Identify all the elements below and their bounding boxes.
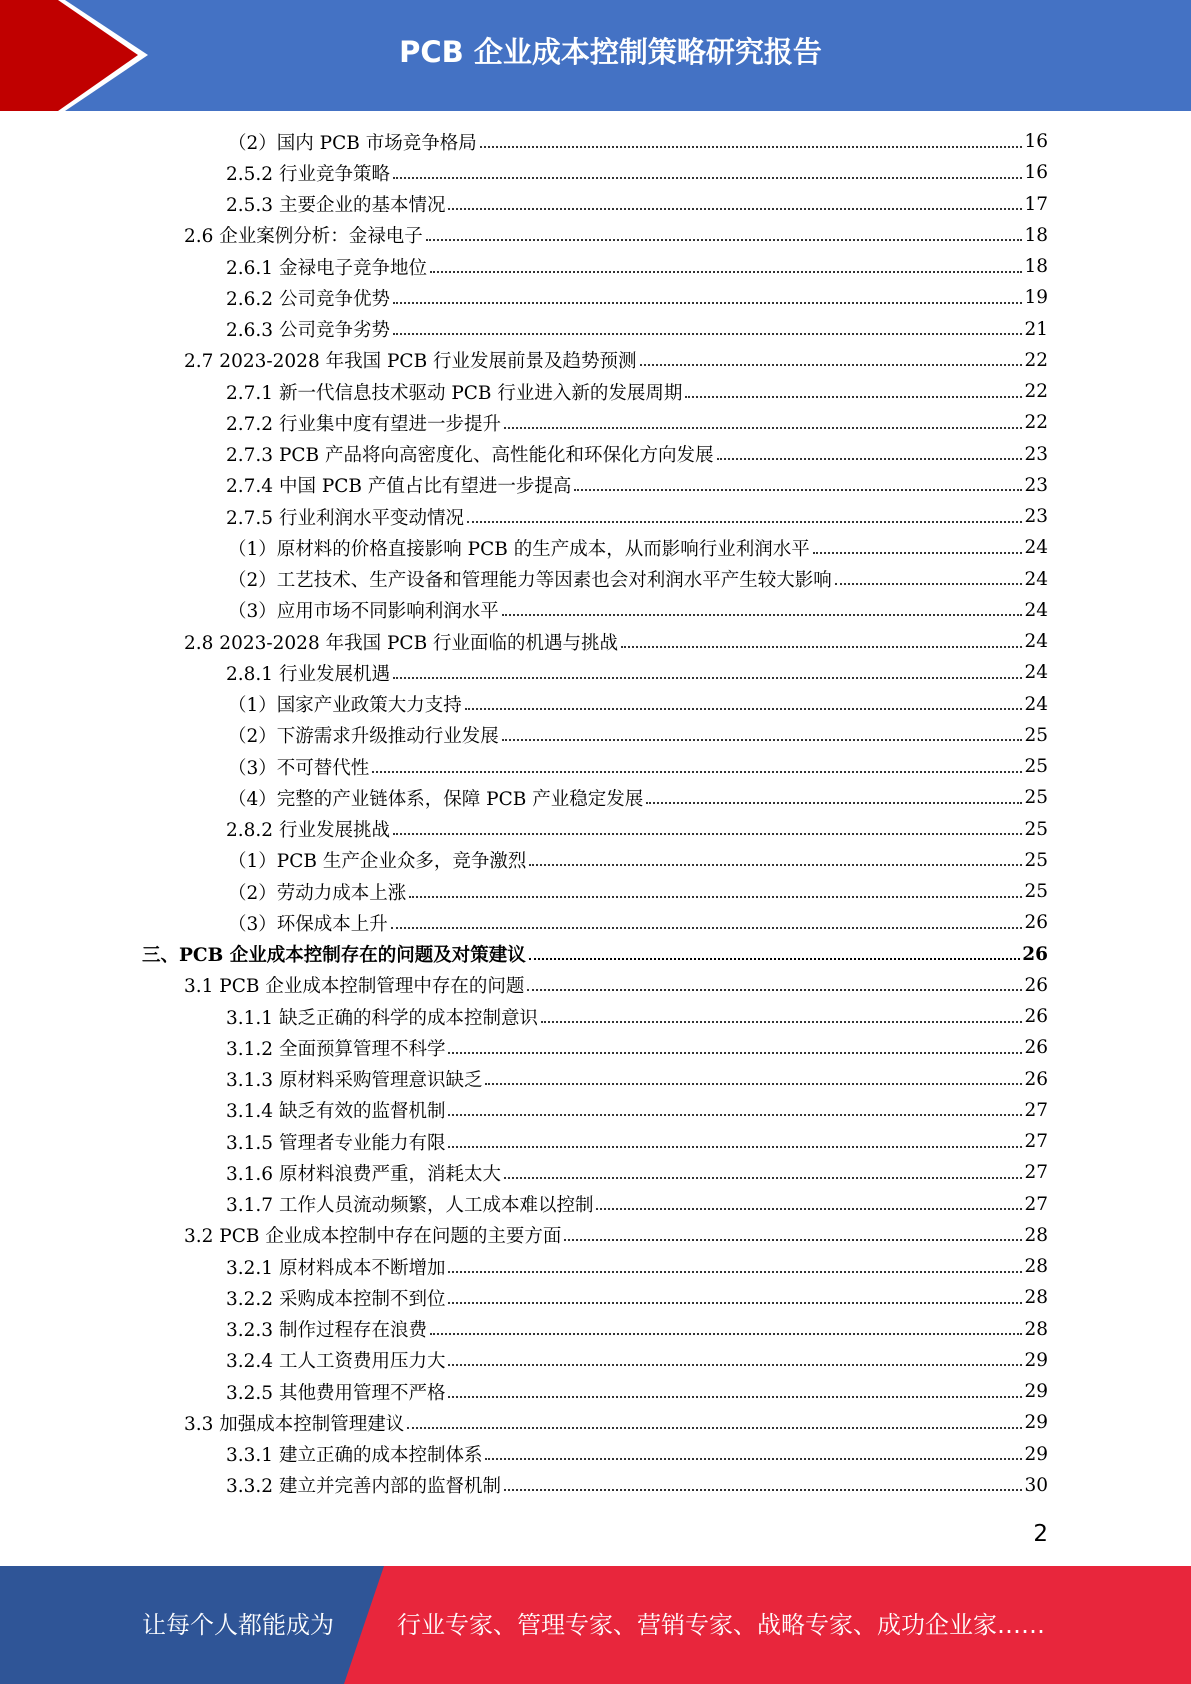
toc-entry-page: 26 [1024,1037,1048,1059]
toc-entry-page: 25 [1024,818,1048,840]
toc-entry[interactable] [0,595,1191,626]
toc-dot-leader [409,896,1022,898]
toc-dot-leader [393,302,1022,304]
toc-entry[interactable] [0,345,1191,376]
toc-dot-leader [529,958,1021,960]
toc-dot-leader [574,489,1022,491]
toc-entry[interactable] [0,1282,1191,1313]
toc-dot-leader [430,271,1022,273]
toc-entry-page: 16 [1024,162,1048,184]
toc-entry[interactable] [0,314,1191,345]
toc-entry-page: 24 [1024,662,1048,684]
footer-slogan-left: 让每个人都能成为 [142,1611,334,1639]
toc-entry[interactable] [0,939,1191,970]
toc-entry[interactable] [0,282,1191,313]
toc-entry-title: 3.2.4 工人工资费用压力大 [226,1351,446,1373]
toc-entry-title: （4）完整的产业链体系，保障 PCB 产业稳定发展 [228,788,644,810]
toc-entry-page: 29 [1024,1381,1048,1403]
toc-entry[interactable] [0,1439,1191,1470]
table-of-contents [0,126,1191,1501]
toc-entry-title: 3.3.1 建立正确的成本控制体系 [226,1445,483,1467]
toc-entry-title: 3.1.1 缺乏正确的科学的成本控制意识 [226,1007,538,1029]
toc-entry[interactable] [0,876,1191,907]
toc-dot-leader [835,583,1023,585]
toc-dot-leader [407,1427,1022,1429]
toc-dot-leader [448,208,1022,210]
toc-entry-page: 24 [1024,693,1048,715]
toc-dot-leader [640,364,1023,366]
toc-dot-leader [813,552,1023,554]
toc-dot-leader [393,333,1022,335]
toc-entry[interactable] [0,1220,1191,1251]
toc-entry[interactable] [0,782,1191,813]
toc-dot-leader [448,1052,1022,1054]
toc-entry[interactable] [0,720,1191,751]
toc-entry-title: 3.3 加强成本控制管理建议 [184,1413,405,1435]
toc-dot-leader [621,646,1022,648]
toc-dot-leader [448,1302,1022,1304]
toc-entry-title: 3.3.2 建立并完善内部的监督机制 [226,1476,501,1498]
toc-entry-page: 21 [1024,318,1048,340]
toc-entry[interactable] [0,407,1191,438]
toc-entry-page: 28 [1024,1256,1048,1278]
toc-entry[interactable] [0,1314,1191,1345]
toc-entry-page: 22 [1024,412,1048,434]
toc-entry-title: （1）原材料的价格直接影响 PCB 的生产成本，从而影响行业利润水平 [228,538,810,560]
toc-entry-title: 2.6.3 公司竞争劣势 [226,320,390,342]
toc-dot-leader [504,1177,1022,1179]
toc-entry[interactable] [0,376,1191,407]
toc-entry[interactable] [0,657,1191,688]
toc-entry[interactable] [0,907,1191,938]
toc-entry[interactable] [0,126,1191,157]
toc-entry-title: 2.7.4 中国 PCB 产值占比有望进一步提高 [226,476,572,498]
toc-entry-title: 2.8 2023-2028 年我国 PCB 行业面临的机遇与挑战 [184,632,619,654]
toc-entry-title: （1）国家产业政策大力支持 [228,695,462,717]
toc-entry-title: （3）环保成本上升 [228,913,388,935]
toc-dot-leader [448,1146,1022,1148]
toc-entry[interactable] [0,220,1191,251]
toc-dot-leader [448,1364,1022,1366]
toc-dot-leader [529,864,1022,866]
toc-entry[interactable] [0,970,1191,1001]
toc-entry[interactable] [0,814,1191,845]
toc-dot-leader [391,927,1023,929]
toc-entry-page: 18 [1024,224,1048,246]
toc-dot-leader [541,1021,1022,1023]
toc-entry-title: 3.1.7 工作人员流动频繁，人工成本难以控制 [226,1195,594,1217]
toc-entry-page: 29 [1024,1412,1048,1434]
toc-entry-page: 25 [1024,787,1048,809]
toc-entry-title: 3.2.1 原材料成本不断增加 [226,1257,446,1279]
toc-dot-leader [504,1489,1022,1491]
toc-entry-title: （1）PCB 生产企业众多，竞争激烈 [228,851,527,873]
toc-entry-title: 2.8.2 行业发展挑战 [226,820,390,842]
toc-dot-leader [448,1271,1022,1273]
toc-dot-leader [527,989,1022,991]
toc-entry[interactable] [0,689,1191,720]
toc-entry-page: 30 [1024,1474,1048,1496]
toc-dot-leader [372,771,1022,773]
toc-entry-title: 3.2.3 制作过程存在浪费 [226,1320,427,1342]
toc-dot-leader [717,458,1023,460]
toc-entry-page: 22 [1024,349,1048,371]
toc-entry-title: 2.8.1 行业发展机遇 [226,663,390,685]
toc-entry-page: 25 [1024,724,1048,746]
document-title: PCB 企业成本控制策略研究报告 [399,35,822,69]
toc-dot-leader [502,614,1023,616]
toc-entry[interactable] [0,157,1191,188]
toc-entry[interactable] [0,1251,1191,1282]
page-number: 2 [1033,1521,1048,1547]
toc-dot-leader [393,177,1022,179]
toc-entry-title: 2.6 企业案例分析：金禄电子 [184,226,423,248]
toc-entry-page: 27 [1024,1162,1048,1184]
toc-entry[interactable] [0,1345,1191,1376]
toc-entry-page: 23 [1024,506,1048,528]
toc-dot-leader [564,1239,1022,1241]
toc-dot-leader [646,802,1022,804]
toc-dot-leader [504,427,1022,429]
toc-entry-page: 23 [1024,474,1048,496]
toc-entry-page: 26 [1024,1006,1048,1028]
toc-entry[interactable] [0,470,1191,501]
toc-entry[interactable] [0,1157,1191,1188]
toc-entry-page: 26 [1024,1068,1048,1090]
toc-entry-title: 2.7.2 行业集中度有望进一步提升 [226,413,501,435]
toc-entry-page: 18 [1024,256,1048,278]
toc-entry-page: 26 [1024,974,1048,996]
toc-entry-page: 28 [1024,1287,1048,1309]
toc-entry-page: 24 [1024,631,1048,653]
toc-dot-leader [685,396,1022,398]
toc-entry-page: 26 [1022,943,1048,965]
toc-entry-title: （2）工艺技术、生产设备和管理能力等因素也会对利润水平产生较大影响 [228,570,832,592]
toc-entry[interactable] [0,1126,1191,1157]
toc-entry-title: 2.6.1 金禄电子竞争地位 [226,257,427,279]
toc-entry[interactable] [0,845,1191,876]
toc-dot-leader [485,1458,1022,1460]
toc-entry-page: 22 [1024,381,1048,403]
toc-entry-title: （2）下游需求升级推动行业发展 [228,726,499,748]
page-header [0,0,1191,111]
toc-entry-page: 24 [1024,568,1048,590]
toc-entry[interactable] [0,189,1191,220]
toc-entry[interactable] [0,1376,1191,1407]
toc-entry-title: 3.1.2 全面预算管理不科学 [226,1038,446,1060]
toc-entry[interactable] [0,564,1191,595]
toc-entry-title: 3.1.5 管理者专业能力有限 [226,1132,446,1154]
toc-entry-page: 16 [1024,131,1048,153]
toc-dot-leader [465,708,1023,710]
toc-entry-page: 24 [1024,537,1048,559]
toc-dot-leader [426,239,1023,241]
toc-dot-leader [485,1083,1022,1085]
toc-dot-leader [467,521,1022,523]
toc-entry-page: 23 [1024,443,1048,465]
toc-entry[interactable] [0,751,1191,782]
toc-entry-title: 三、PCB 企业成本控制存在的问题及对策建议 [142,945,526,967]
toc-entry-title: 3.1.4 缺乏有效的监督机制 [226,1101,446,1123]
toc-entry-title: 2.5.3 主要企业的基本情况 [226,195,446,217]
toc-entry-title: 2.5.2 行业竞争策略 [226,163,390,185]
toc-entry-title: 3.2.2 采购成本控制不到位 [226,1288,446,1310]
toc-entry-title: 3.1 PCB 企业成本控制管理中存在的问题 [184,976,525,998]
toc-entry[interactable] [0,1064,1191,1095]
toc-entry-page: 27 [1024,1099,1048,1121]
toc-entry[interactable] [0,1095,1191,1126]
toc-entry-title: 2.6.2 公司竞争优势 [226,288,390,310]
toc-entry[interactable] [0,1032,1191,1063]
toc-entry-title: 2.7.5 行业利润水平变动情况 [226,507,464,529]
toc-entry-page: 29 [1024,1443,1048,1465]
toc-entry-page: 19 [1024,287,1048,309]
toc-entry[interactable] [0,532,1191,563]
toc-entry-page: 17 [1024,193,1048,215]
toc-entry-title: （2）国内 PCB 市场竞争格局 [228,132,477,154]
toc-entry-title: 2.7 2023-2028 年我国 PCB 行业发展前景及趋势预测 [184,351,637,373]
footer-slogan-right: 行业专家、管理专家、营销专家、战略专家、成功企业家…… [397,1611,1045,1639]
toc-entry[interactable] [0,501,1191,532]
toc-entry[interactable] [0,251,1191,282]
toc-entry[interactable] [0,1189,1191,1220]
toc-dot-leader [448,1114,1022,1116]
toc-entry-title: 3.2.5 其他费用管理不严格 [226,1382,446,1404]
toc-entry-title: （3）不可替代性 [228,757,370,779]
toc-entry-title: 3.2 PCB 企业成本控制中存在问题的主要方面 [184,1226,562,1248]
toc-entry-title: （3）应用市场不同影响利润水平 [228,601,499,623]
toc-entry-page: 28 [1024,1224,1048,1246]
toc-entry-page: 28 [1024,1318,1048,1340]
toc-entry-title: （2）劳动力成本上涨 [228,882,407,904]
toc-dot-leader [393,677,1022,679]
toc-entry[interactable] [0,1407,1191,1438]
toc-entry[interactable] [0,626,1191,657]
toc-dot-leader [502,739,1023,741]
toc-entry-title: 2.7.3 PCB 产品将向高密度化、高性能化和环保化方向发展 [226,445,714,467]
toc-dot-leader [430,1333,1022,1335]
toc-entry-title: 3.1.6 原材料浪费严重，消耗太大 [226,1163,501,1185]
toc-entry-page: 25 [1024,756,1048,778]
toc-entry-page: 25 [1024,881,1048,903]
page-footer [0,1566,1191,1684]
toc-dot-leader [596,1208,1022,1210]
toc-entry-page: 25 [1024,849,1048,871]
toc-entry-title: 2.7.1 新一代信息技术驱动 PCB 行业进入新的发展周期 [226,382,683,404]
toc-entry-page: 29 [1024,1349,1048,1371]
toc-entry-page: 27 [1024,1193,1048,1215]
toc-entry-page: 24 [1024,599,1048,621]
toc-entry[interactable] [0,1001,1191,1032]
toc-entry[interactable] [0,1470,1191,1501]
toc-dot-leader [480,146,1023,148]
toc-entry-page: 27 [1024,1131,1048,1153]
toc-entry-title: 3.1.3 原材料采购管理意识缺乏 [226,1070,483,1092]
toc-entry-page: 26 [1024,912,1048,934]
toc-entry[interactable] [0,439,1191,470]
toc-dot-leader [393,833,1022,835]
toc-dot-leader [448,1396,1022,1398]
